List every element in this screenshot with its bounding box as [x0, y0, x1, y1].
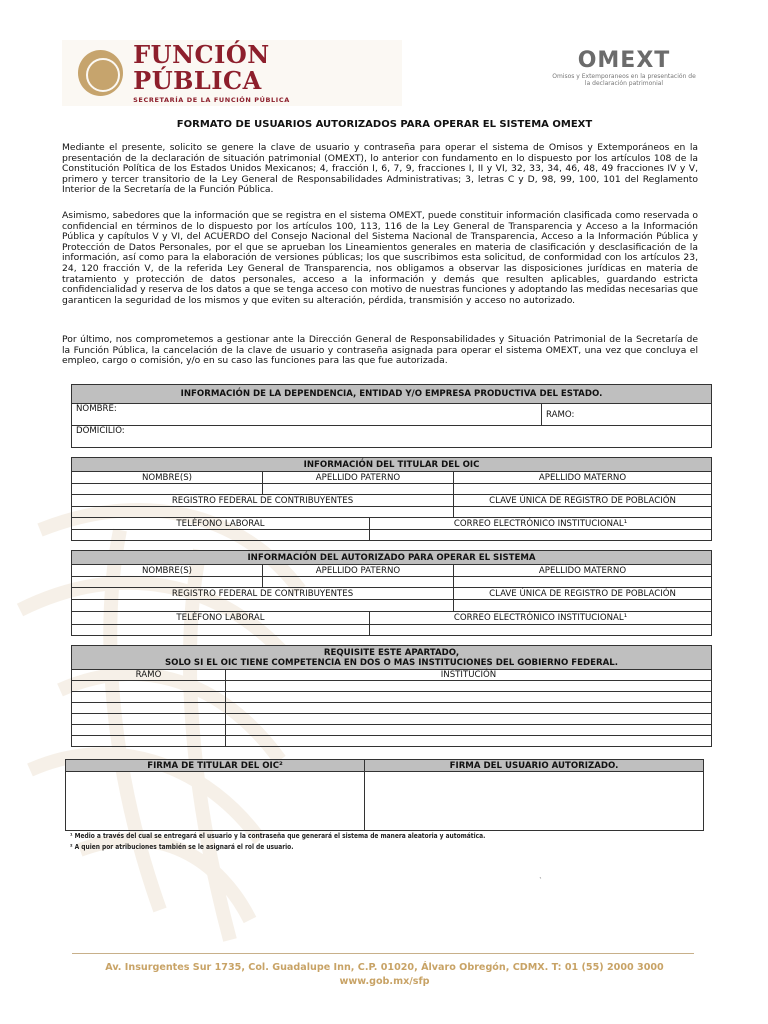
ramo-input[interactable]	[72, 714, 226, 725]
apellido-paterno-label: APELLIDO PATERNO	[263, 472, 454, 484]
footer-address: Av. Insurgentes Sur 1735, Col. Guadalupe Inn, C.P. 01020, Álvaro Obregón, CDMX. T: 01 (55) 2000 3000	[105, 962, 664, 973]
omext-title: OMEXT	[577, 48, 671, 73]
ramo-field[interactable]	[542, 404, 712, 426]
footnote-2: ² A quien por atribuciones también se le asignará el rol de usuario.	[70, 842, 294, 851]
correo-input[interactable]	[370, 530, 712, 541]
nombres-label: NOMBRE(S)	[72, 472, 263, 484]
authorized-user-header: INFORMACIÓN DEL AUTORIZADO PARA OPERAR EL SISTEMA	[72, 551, 712, 565]
domicilio-label: DOMICILIO:	[76, 426, 125, 436]
apellido-materno-input[interactable]	[454, 484, 712, 495]
document-title: FORMATO DE USUARIOS AUTORIZADOS PARA OPERAR EL SISTEMA OMEXT	[176, 119, 593, 130]
footnote-1: ¹ Medio a través del cual se entregará el usuario y la contraseña que generará el sistema de manera aleatoria y automática.	[70, 831, 486, 840]
omext-subtitle: Omisos y Extemporaneos en la presentación de la declaración patrimonial	[552, 73, 696, 87]
dependency-info-header: INFORMACIÓN DE LA DEPENDENCIA, ENTIDAD Y/O EMPRESA PRODUCTIVA DEL ESTADO.	[72, 385, 712, 404]
user-signature-box[interactable]	[365, 772, 704, 831]
apellido-materno-label: APELLIDO MATERNO	[454, 472, 712, 484]
rfc-label: REGISTRO FEDERAL DE CONTRIBUYENTES	[72, 588, 454, 600]
rfc-input[interactable]	[72, 600, 454, 612]
rfc-label: REGISTRO FEDERAL DE CONTRIBUYENTES	[72, 495, 454, 507]
institucion-input[interactable]	[226, 714, 712, 725]
paragraph-confidentiality: Asimismo, sabedores que la información que se registra en el sistema OMEXT, puede constituir información clasificada como reservada o confidencial en términos de lo dispuesto por los artículos 100, 113, 116 de la Ley General de Transparencia y Acceso a la Información Pública y capítulos V y VI, del ACUERDO del Consejo Nacional del Sistema Nacional de Transparencia, Acceso a la Información Pública y Protección de Datos Personales, por el que se aprueban los Lineamientos generales en materia de clasificación y desclasificación de la información, así como para la elaboración de versiones públicas; los que suscribimos esta solicitud, de conformidad con los artículos 23, 24, 120 fracción V, de la referida Ley General de Transparencia, nos obligamos a observar las disposiciones jurídicas en materia de tratamiento y protección de datos personales, acceso a la información y demás que resulten aplicables, guardando estricta confidencialidad y reserva de los datos a que se tenga acceso con motivo de nuestras funciones y adoptando las medidas necesarias que garanticen la seguridad de los mismos y que eviten su alteración, pérdida, transmisión y acceso no autorizado.	[62, 210, 698, 306]
curp-label: CLAVE ÚNICA DE REGISTRO DE POBLACIÓN	[454, 588, 712, 600]
institucion-column-header: INSTITUCIÓN	[226, 670, 712, 681]
national-seal-icon	[78, 50, 123, 96]
apellido-paterno-label: APELLIDO PATERNO	[263, 565, 454, 577]
correo-label: CORREO ELECTRÓNICO INSTITUCIONAL¹	[370, 518, 712, 530]
multi-institution-header-line1: REQUISITE ESTE APARTADO,	[323, 647, 460, 658]
user-signature-header: FIRMA DEL USUARIO AUTORIZADO.	[365, 760, 704, 772]
institucion-input[interactable]	[226, 681, 712, 692]
institucion-input[interactable]	[226, 725, 712, 736]
institucion-input[interactable]	[226, 703, 712, 714]
nombres-label: NOMBRE(S)	[72, 565, 263, 577]
apellido-materno-label: APELLIDO MATERNO	[454, 565, 712, 577]
rfc-input[interactable]	[72, 507, 454, 518]
telefono-label: TELÉFONO LABORAL	[72, 612, 370, 625]
titular-signature-header: FIRMA DE TITULAR DEL OIC²	[66, 760, 365, 772]
apellido-paterno-input[interactable]	[263, 577, 454, 588]
footer-divider	[72, 953, 694, 954]
nombres-input[interactable]	[72, 484, 263, 495]
nombre-label: NOMBRE:	[76, 404, 117, 414]
telefono-input[interactable]	[72, 530, 370, 541]
telefono-label: TELÉFONO LABORAL	[72, 518, 370, 530]
nombre-field[interactable]	[72, 404, 542, 426]
curp-input[interactable]	[454, 600, 712, 612]
dependency-info-table	[71, 384, 712, 448]
correo-label: CORREO ELECTRÓNICO INSTITUCIONAL¹	[370, 612, 712, 625]
omext-logo	[549, 48, 699, 87]
stray-mark: ˎ	[539, 871, 543, 879]
footer-website[interactable]: www.gob.mx/sfp	[339, 976, 430, 987]
ramo-input[interactable]	[72, 736, 226, 747]
multi-institution-header	[72, 646, 712, 670]
letterhead	[62, 40, 707, 110]
oic-titular-table	[71, 457, 712, 541]
authorized-user-table	[71, 550, 712, 636]
paragraph-cancellation: Por último, nos comprometemos a gestionar ante la Dirección General de Responsabilidades y Situación Patrimonial de la Secretaría de la Función Pública, la cancelación de la clave de usuario y contraseña asignada para operar el sistema OMEXT, una vez que concluya el empleo, cargo o comisión, y/o en su caso las funciones para las que fue autorizada.	[62, 334, 698, 367]
curp-input[interactable]	[454, 507, 712, 518]
ramo-label: RAMO:	[546, 409, 575, 420]
institucion-input[interactable]	[226, 736, 712, 747]
telefono-input[interactable]	[72, 625, 370, 636]
signature-table	[65, 759, 704, 831]
multi-institution-table	[71, 645, 712, 747]
brand-title: FUNCIÓN PÚBLICA	[133, 40, 270, 95]
ramo-input[interactable]	[72, 725, 226, 736]
ramo-input[interactable]	[72, 681, 226, 692]
apellido-materno-input[interactable]	[454, 577, 712, 588]
ramo-input[interactable]	[72, 692, 226, 703]
titular-signature-box[interactable]	[66, 772, 365, 831]
paragraph-request: Mediante el presente, solicito se genere la clave de usuario y contraseña para operar el sistema de Omisos y Extemporáneos en la presentación de la declaración de situación patrimonial (OMEXT), lo anterior con fundamento en lo dispuesto por los artículos 108 de la Constitución Política de los Estados Unidos Mexicanos; 4, fracción I, 6, 7, 9, fracciones I, II y VI, 32, 33, 34, 46, 48, 49 fracciones IV y V, primero y tercer transitorio de la Ley General de Responsabilidades Administrativas; 3, letras C y D, 98, 99, 100, 101 del Reglamento Interior de la Secretaría de la Función Pública.	[62, 142, 698, 196]
ramo-input[interactable]	[72, 703, 226, 714]
multi-institution-header-line2: SOLO SI EL OIC TIENE COMPETENCIA EN DOS O MAS INSTITUCIONES DEL GOBIERNO FEDERAL.	[164, 657, 619, 668]
brand-subtitle: SECRETARÍA DE LA FUNCIÓN PÚBLICA	[133, 96, 290, 104]
apellido-paterno-input[interactable]	[263, 484, 454, 495]
funcion-publica-logo	[62, 40, 402, 106]
domicilio-field[interactable]	[72, 426, 712, 448]
nombres-input[interactable]	[72, 577, 263, 588]
oic-titular-header: INFORMACIÓN DEL TITULAR DEL OIC	[72, 458, 712, 472]
institucion-input[interactable]	[226, 692, 712, 703]
correo-input[interactable]	[370, 625, 712, 636]
curp-label: CLAVE ÚNICA DE REGISTRO DE POBLACIÓN	[454, 495, 712, 507]
ramo-column-header: RAMO	[72, 670, 226, 681]
